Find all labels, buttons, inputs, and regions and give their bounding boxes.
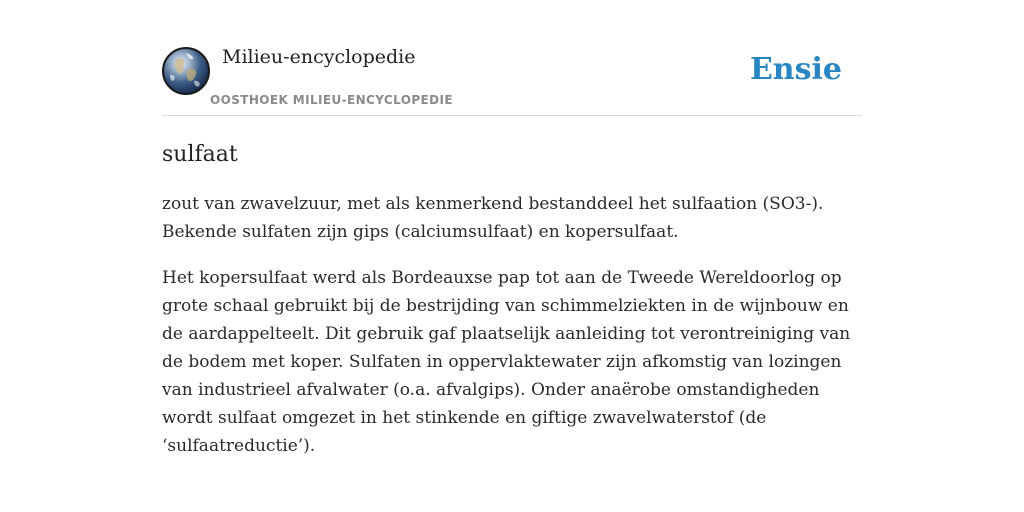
page (162, 0, 862, 512)
site-subtitle[interactable]: OOSTHOEK MILIEU-ENCYCLOPEDIE (210, 93, 453, 107)
site-header (162, 0, 862, 116)
article-paragraph: zout van zwavelzuur, met als kenmerkend bestanddeel het sulfaation (SO3-). Bekende sulfaten zijn gips (calciumsulfaat) en kopersulfaat. (162, 194, 824, 242)
article-paragraph: Het kopersulfaat werd als Bordeauxse pap tot aan de Tweede Wereldoorlog op grote schaal gebruikt bij de bestrijding van schimmelziekten in de wijnbouw en de aardappelteelt. Dit gebruik gaf plaatselijk aanleiding tot verontreiniging van de bodem met koper. Sulfaten in oppervlaktewater zijn afkomstig van lozingen van industrieel afvalwater (o.a. afvalgips). Onder anaërobe omstandigheden wordt sulfaat omgezet in het stinkende en giftige zwavelwaterstof (de ‘sulfaatreductie’). (162, 268, 851, 456)
site-title[interactable]: Milieu-encyclopedie (222, 46, 416, 68)
article-title: sulfaat (162, 142, 238, 167)
ensie-logo-link[interactable]: Ensie (749, 52, 842, 87)
earth-globe-icon[interactable] (162, 47, 210, 95)
